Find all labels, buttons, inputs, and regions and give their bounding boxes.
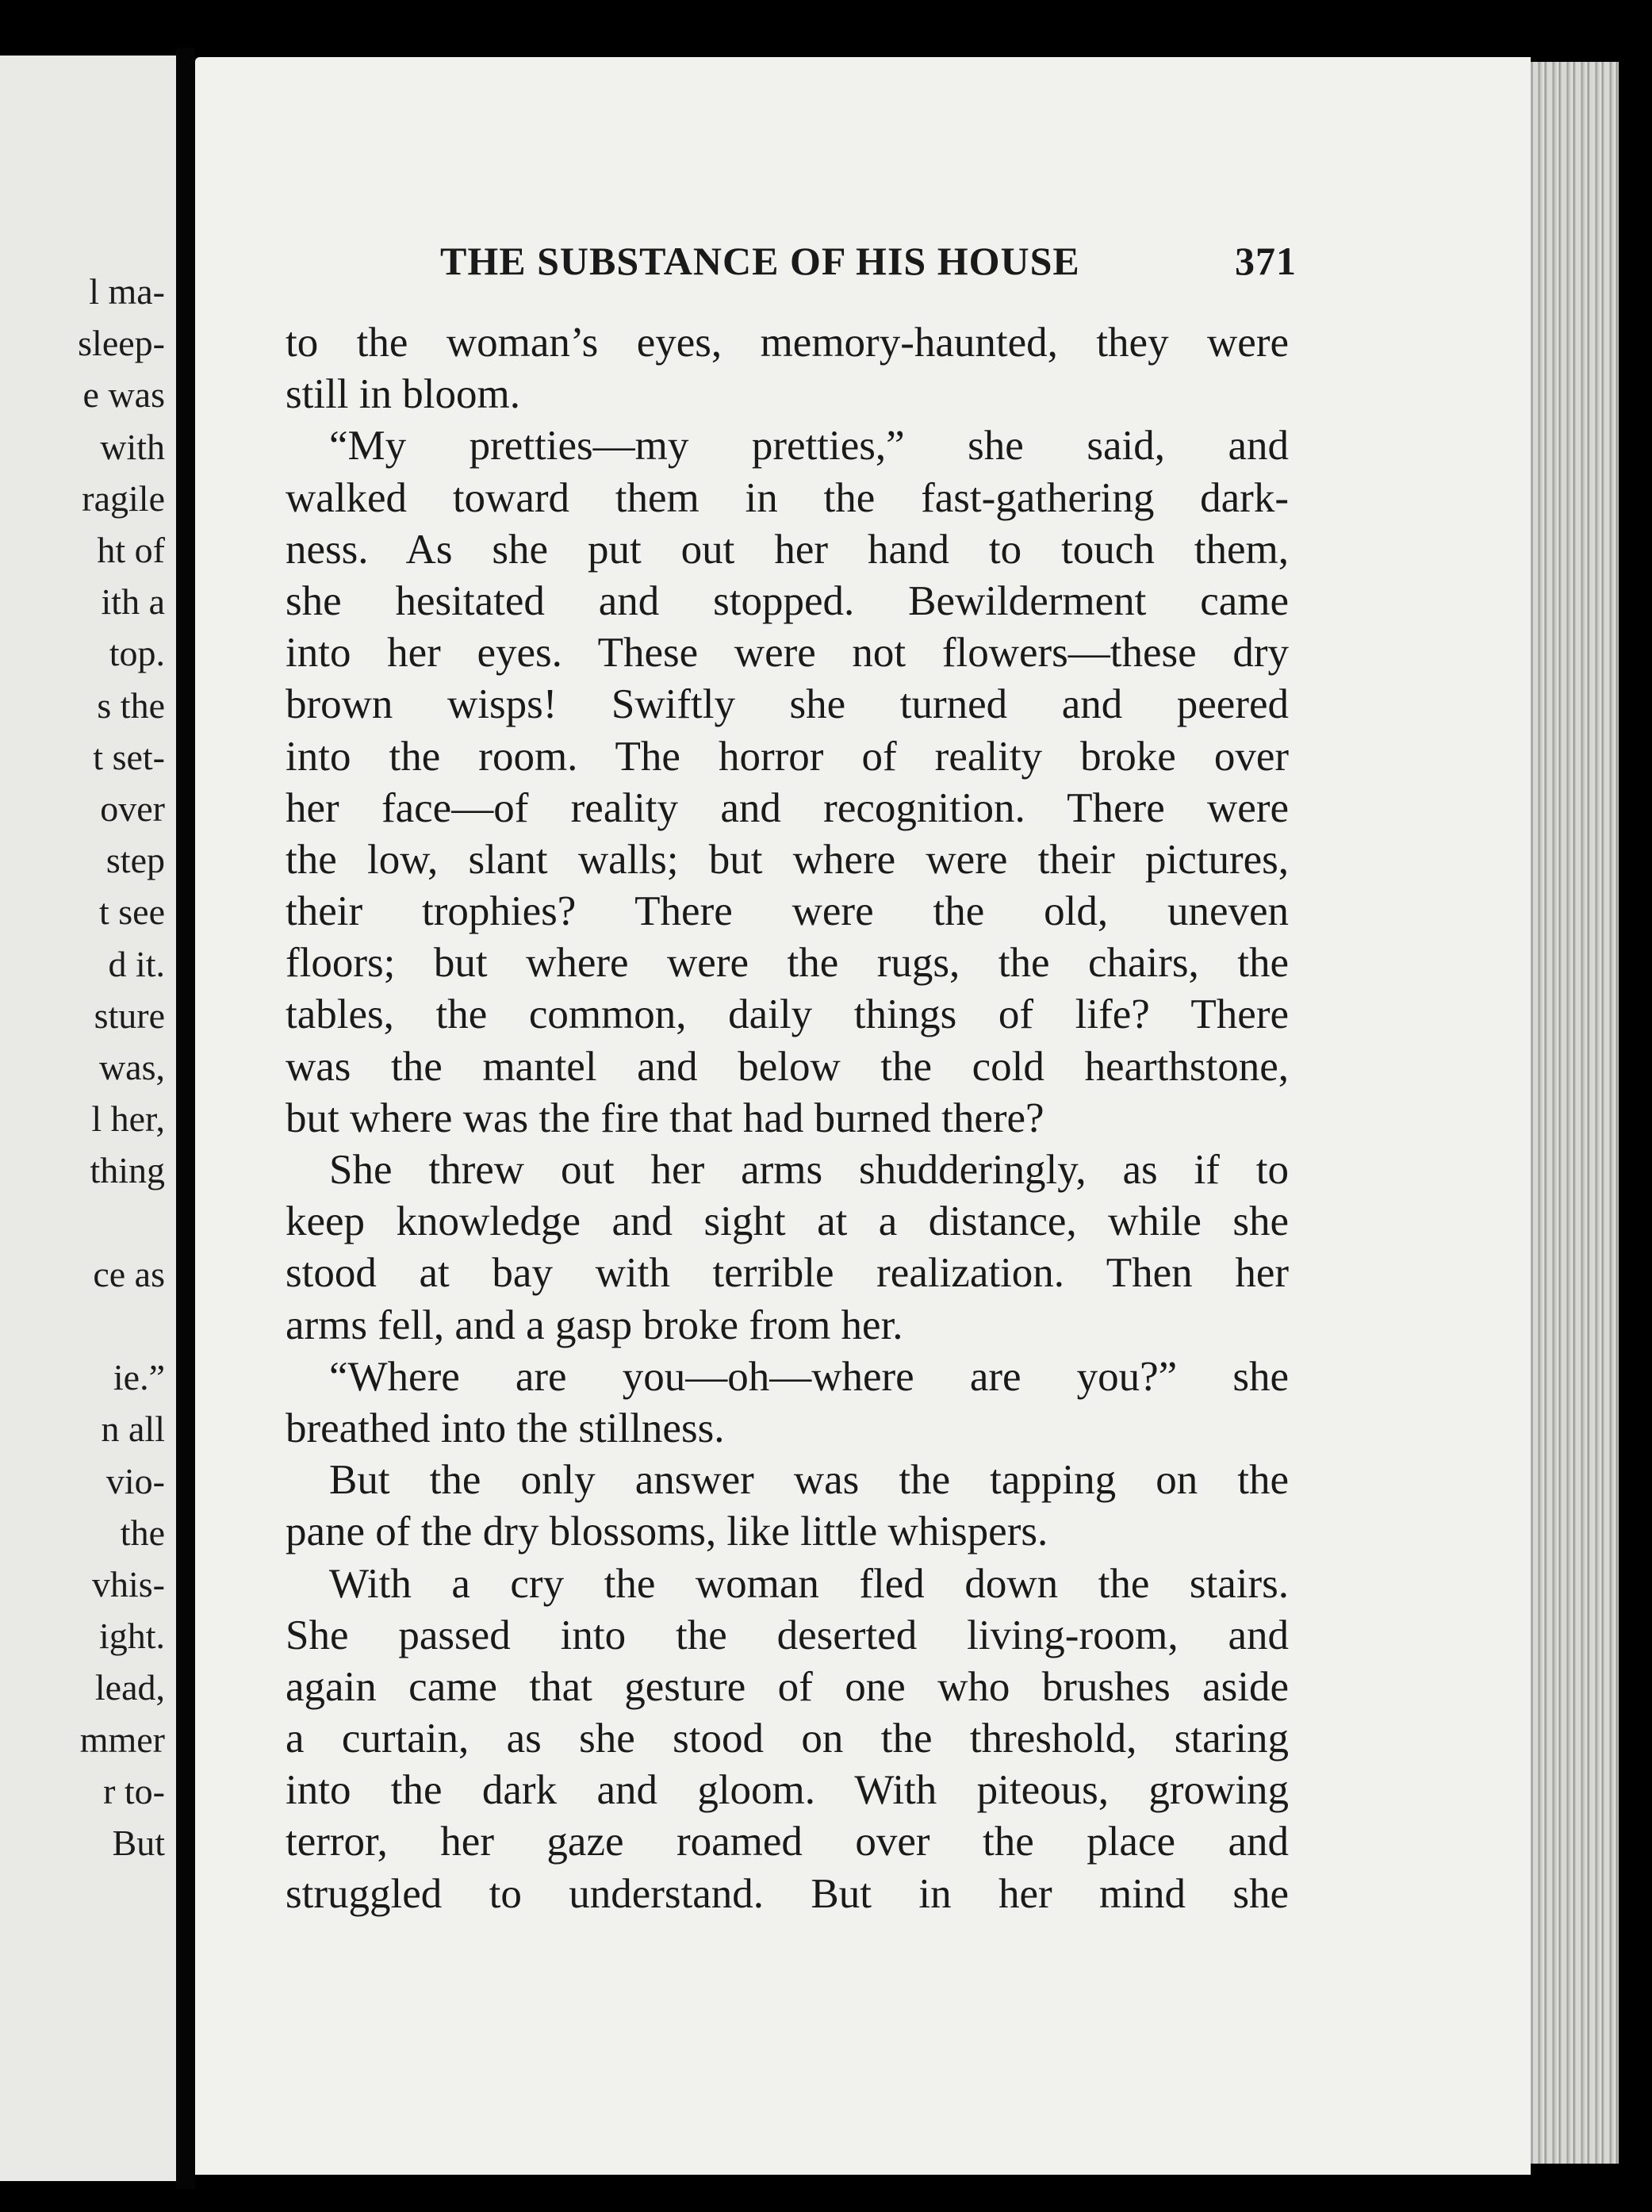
text-line: brown wisps! Swiftly she turned and peered: [286, 681, 1289, 728]
facing-page-line: sture: [94, 995, 165, 1036]
facing-page-line: lead,: [94, 1667, 165, 1708]
facing-page-line: sleep-: [78, 323, 165, 364]
facing-page-line: t set-: [93, 736, 165, 777]
text-line: floors; but where were the rugs, the chairs, the: [286, 940, 1289, 987]
text-line: stood at bay with terrible realization. Then her: [286, 1250, 1289, 1297]
running-header: [440, 238, 1297, 286]
text-line: still in bloom.: [286, 371, 520, 418]
text-line: With a cry the woman fled down the stairs.: [329, 1560, 1289, 1607]
facing-page-line: with: [100, 426, 165, 467]
facing-page-line: t see: [98, 891, 165, 933]
text-line: keep knowledge and sight at a distance, while she: [286, 1198, 1289, 1245]
text-line: to the woman’s eyes, memory-haunted, they were: [286, 320, 1289, 366]
text-line: the low, slant walls; but where were their pictures,: [286, 836, 1289, 883]
text-line: “My pretties—my pretties,” she said, and: [329, 423, 1289, 470]
text-line: her face—of reality and recognition. There were: [286, 784, 1289, 831]
facing-page-line: vhis-: [92, 1564, 165, 1604]
text-line: terror, her gaze roamed over the place and: [286, 1819, 1289, 1865]
text-line: breathed into the stillness.: [286, 1405, 725, 1451]
text-line: walked toward them in the fast-gathering dark-: [286, 474, 1289, 521]
text-line: struggled to understand. But in her mind she: [286, 1870, 1289, 1917]
facing-page-line: r to-: [103, 1770, 165, 1811]
facing-page-line: l ma-: [89, 271, 165, 312]
text-line: but where was the fire that had burned there?: [286, 1094, 1044, 1141]
facing-page-line: l her,: [91, 1098, 165, 1140]
facing-page-line: e was: [82, 374, 165, 416]
text-line: a curtain, as she stood on the threshold, staring: [286, 1716, 1289, 1762]
text-line: again came that gesture of one who brushes aside: [286, 1663, 1289, 1710]
facing-page-line: ith a: [101, 581, 165, 623]
text-line: ness. As she put out her hand to touch them,: [286, 526, 1289, 573]
text-line: arms fell, and a gasp broke from her.: [286, 1302, 903, 1348]
text-line: “Where are you—oh—where are you?” she: [329, 1353, 1289, 1400]
facing-page-line: But: [112, 1823, 165, 1863]
text-line: She passed into the deserted living-room, and: [286, 1612, 1289, 1658]
facing-page: [0, 56, 176, 2181]
body-text: [286, 317, 1289, 1920]
page-edges: [1531, 62, 1619, 2164]
facing-page-line: vio-: [105, 1460, 165, 1501]
text-line: into the room. The horror of reality broke over: [286, 733, 1289, 780]
text-line: their trophies? There were the old, uneven: [286, 888, 1289, 935]
header-title: THE SUBSTANCE OF HIS HOUSE: [440, 239, 1080, 283]
facing-page-line: ight.: [98, 1616, 165, 1657]
facing-page-line: step: [105, 840, 165, 881]
facing-page-line: s the: [97, 684, 165, 726]
facing-page-line: over: [100, 788, 165, 829]
facing-page-line: top.: [109, 633, 165, 674]
facing-page-line: n all: [101, 1409, 165, 1450]
facing-page-line: mmer: [79, 1719, 165, 1760]
facing-page-line: was,: [98, 1047, 165, 1087]
text-line: But the only answer was the tapping on the: [329, 1457, 1289, 1504]
facing-page-line: d it.: [108, 943, 165, 984]
facing-page-line: the: [120, 1512, 165, 1553]
book-gutter: [176, 48, 195, 2189]
text-line: she hesitated and stopped. Bewilderment came: [286, 577, 1289, 624]
facing-page-line: ie.”: [113, 1357, 165, 1398]
text-line: was the mantel and below the cold hearthstone,: [286, 1043, 1289, 1090]
facing-page-line: ce as: [93, 1253, 165, 1294]
text-line: tables, the common, daily things of life? There: [286, 991, 1289, 1038]
text-line: She threw out her arms shudderingly, as if to: [329, 1147, 1289, 1193]
text-line: pane of the dry blossoms, like little whispers.: [286, 1509, 1048, 1555]
page-number: 371: [1235, 239, 1297, 283]
facing-page-line: ragile: [82, 477, 165, 519]
text-line: into her eyes. These were not flowers—these dry: [286, 630, 1289, 677]
facing-page-line: thing: [90, 1150, 165, 1191]
text-line: into the dark and gloom. With piteous, growing: [286, 1767, 1289, 1814]
facing-page-line: ht of: [97, 530, 165, 570]
